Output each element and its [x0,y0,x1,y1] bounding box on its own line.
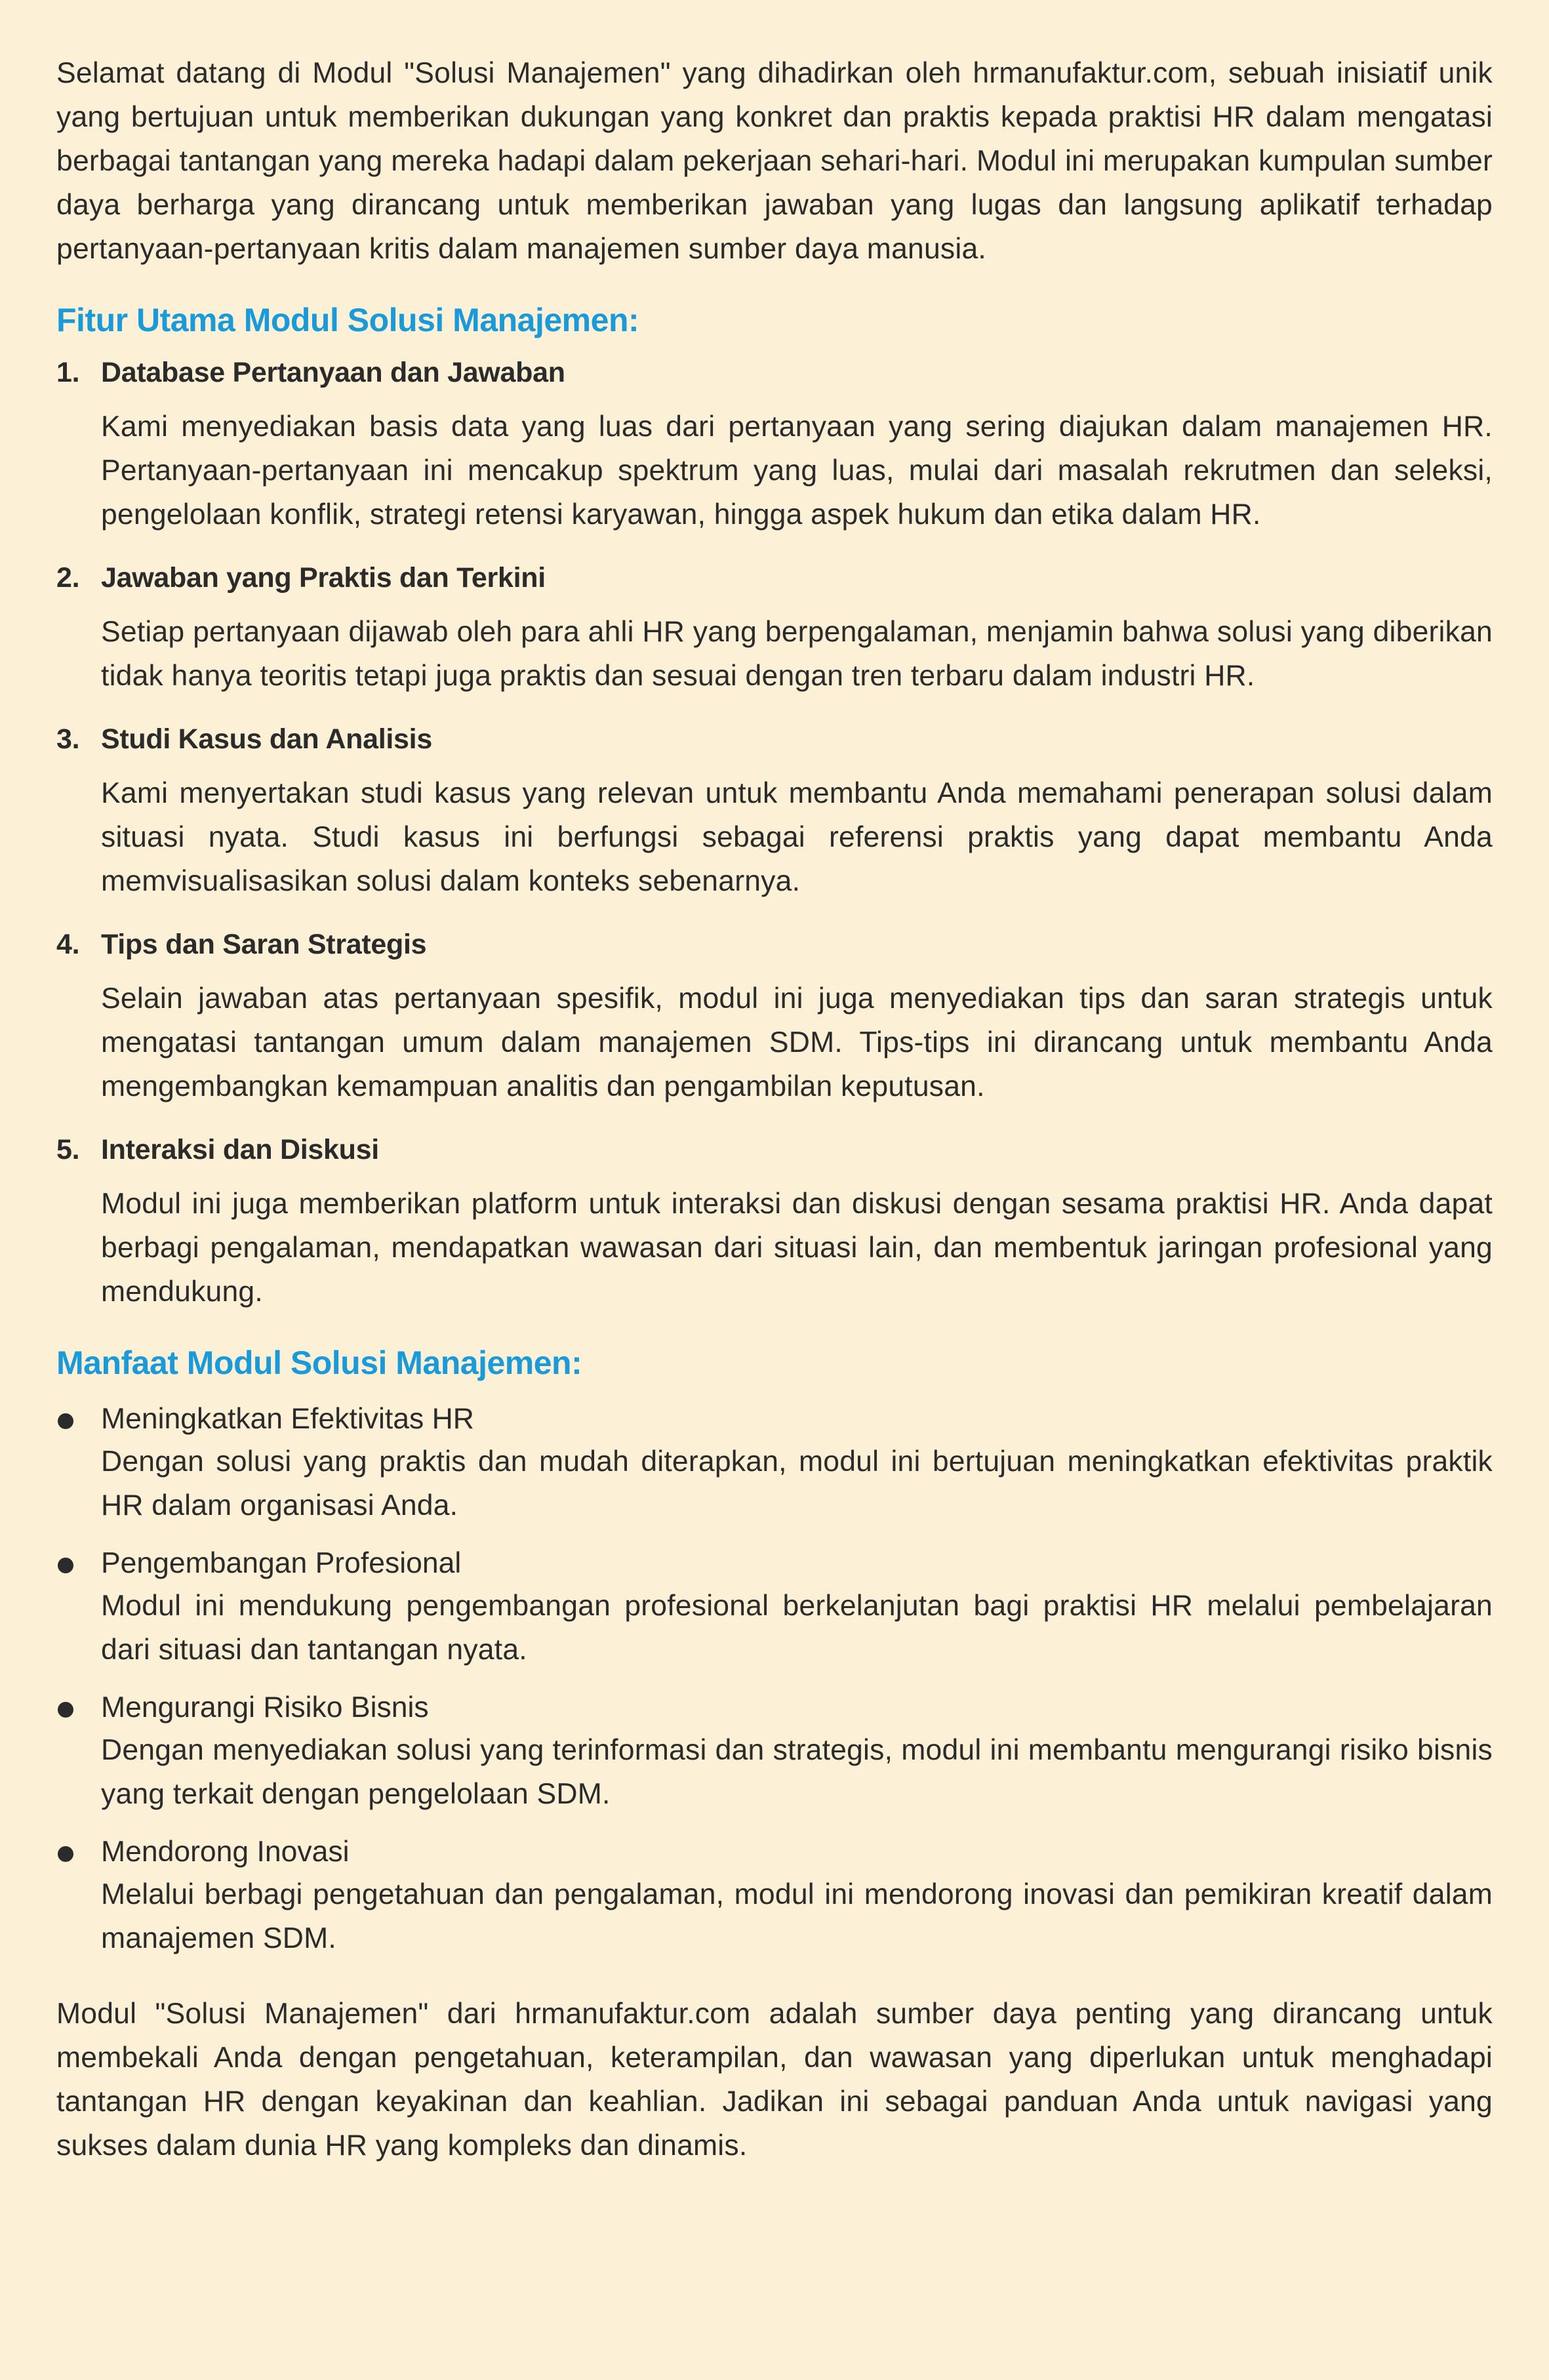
feature-title: Database Pertanyaan dan Jawaban [101,357,565,388]
benefit-description: Dengan menyediakan solusi yang terinformasi dan strategis, modul ini membantu mengurangi risiko bisnis yang terkait dengan pengelolaan SDM. [101,1734,1493,1810]
feature-item [56,719,1493,903]
benefit-title: Mendorong Inovasi [101,1836,350,1868]
bullet-dot-icon [58,1846,73,1862]
feature-number: 2. [56,562,80,594]
feature-number: 4. [56,929,80,960]
feature-description: Modul ini juga memberikan platform untuk interaksi dan diskusi dengan sesama praktisi HR. Anda dapat berbagi pengalaman, mendapatkan wawasan dari situasi lain, dan membentuk jaringan profesional yang mendukung. [101,1188,1493,1308]
feature-number: 1. [56,357,80,388]
feature-description: Selain jawaban atas pertanyaan spesifik, modul ini juga menyediakan tips dan saran strategis untuk mengatasi tantangan umum dalam manajemen SDM. Tips-tips ini dirancang untuk membantu Anda mengembangkan kemampuan analitis dan pengambilan keputusan. [101,982,1493,1102]
feature-title: Studi Kasus dan Analisis [101,723,432,755]
benefit-description: Melalui berbagi pengetahuan dan pengalaman, modul ini mendorong inovasi dan pemikiran kreatif dalam manajemen SDM. [101,1878,1493,1954]
benefit-item [56,1832,1493,1960]
benefit-title: Pengembangan Profesional [101,1547,462,1579]
feature-title: Interaksi dan Diskusi [101,1134,379,1165]
feature-item [56,557,1493,698]
benefit-description: Modul ini mendukung pengembangan profesional berkelanjutan bagi praktisi HR melalui pembelajaran dari situasi dan tantangan nyata. [101,1590,1493,1666]
feature-title: Jawaban yang Praktis dan Terkini [101,562,546,594]
feature-item [56,924,1493,1108]
benefit-item [56,1399,1493,1527]
benefit-title: Meningkatkan Efektivitas HR [101,1403,474,1435]
closing-paragraph: Modul "Solusi Manajemen" dari hrmanufaktur.com adalah sumber daya penting yang dirancang untuk membekali Anda dengan pengetahuan, keterampilan, dan wawasan yang diperlukan untuk menghadapi tantangan HR dengan keyakinan dan keahlian. Jadikan ini sebagai panduan Anda untuk navigasi yang sukses dalam dunia HR yang kompleks dan dinamis. [56,1998,1493,2162]
features-heading: Fitur Utama Modul Solusi Manajemen: [56,302,639,338]
benefits-heading: Manfaat Modul Solusi Manajemen: [56,1344,582,1381]
benefit-description: Dengan solusi yang praktis dan mudah diterapkan, modul ini bertujuan meningkatkan efektivitas praktik HR dalam organisasi Anda. [101,1445,1493,1522]
bullet-dot-icon [58,1702,73,1718]
bullet-dot-icon [58,1413,73,1429]
feature-item [56,352,1493,536]
feature-heading [56,1129,1493,1170]
intro-paragraph: Selamat datang di Modul "Solusi Manajemen" yang dihadirkan oleh hrmanufaktur.com, sebuah inisiatif unik yang bertujuan untuk memberikan dukungan yang konkret dan praktis kepada praktisi HR dalam mengatasi berbagai tantangan yang mereka hadapi dalam pekerjaan sehari-hari. Modul ini merupakan kumpulan sumber daya berharga yang dirancang untuk memberikan jawaban yang lugas dan langsung aplikatif terhadap pertanyaan-pertanyaan kritis dalam manajemen sumber daya manusia. [56,57,1493,265]
benefit-title: Mengurangi Risiko Bisnis [101,1691,429,1724]
benefit-item [56,1543,1493,1672]
feature-item [56,1129,1493,1314]
feature-heading [56,719,1493,759]
feature-description: Kami menyertakan studi kasus yang relevan untuk membantu Anda memahami penerapan solusi dalam situasi nyata. Studi kasus ini berfungsi sebagai referensi praktis yang dapat membantu Anda memvisualisasikan solusi dalam konteks sebenarnya. [101,777,1493,897]
feature-heading [56,352,1493,393]
benefit-item [56,1687,1493,1816]
feature-title: Tips dan Saran Strategis [101,929,427,960]
benefits-list [56,1399,1493,1960]
feature-number: 5. [56,1134,80,1165]
features-list [56,352,1493,1314]
feature-heading [56,557,1493,598]
bullet-dot-icon [58,1558,73,1573]
feature-heading [56,924,1493,965]
feature-number: 3. [56,723,80,755]
feature-description: Kami menyediakan basis data yang luas dari pertanyaan yang sering diajukan dalam manajemen HR. Pertanyaan-pertanyaan ini mencakup spektrum yang luas, mulai dari masalah rekrutmen dan seleksi, pengelolaan konflik, strategi retensi karyawan, hingga aspek hukum dan etika dalam HR. [101,411,1493,531]
feature-description: Setiap pertanyaan dijawab oleh para ahli HR yang berpengalaman, menjamin bahwa solusi yang diberikan tidak hanya teoritis tetapi juga praktis dan sesuai dengan tren terbaru dalam industri HR. [101,616,1493,692]
